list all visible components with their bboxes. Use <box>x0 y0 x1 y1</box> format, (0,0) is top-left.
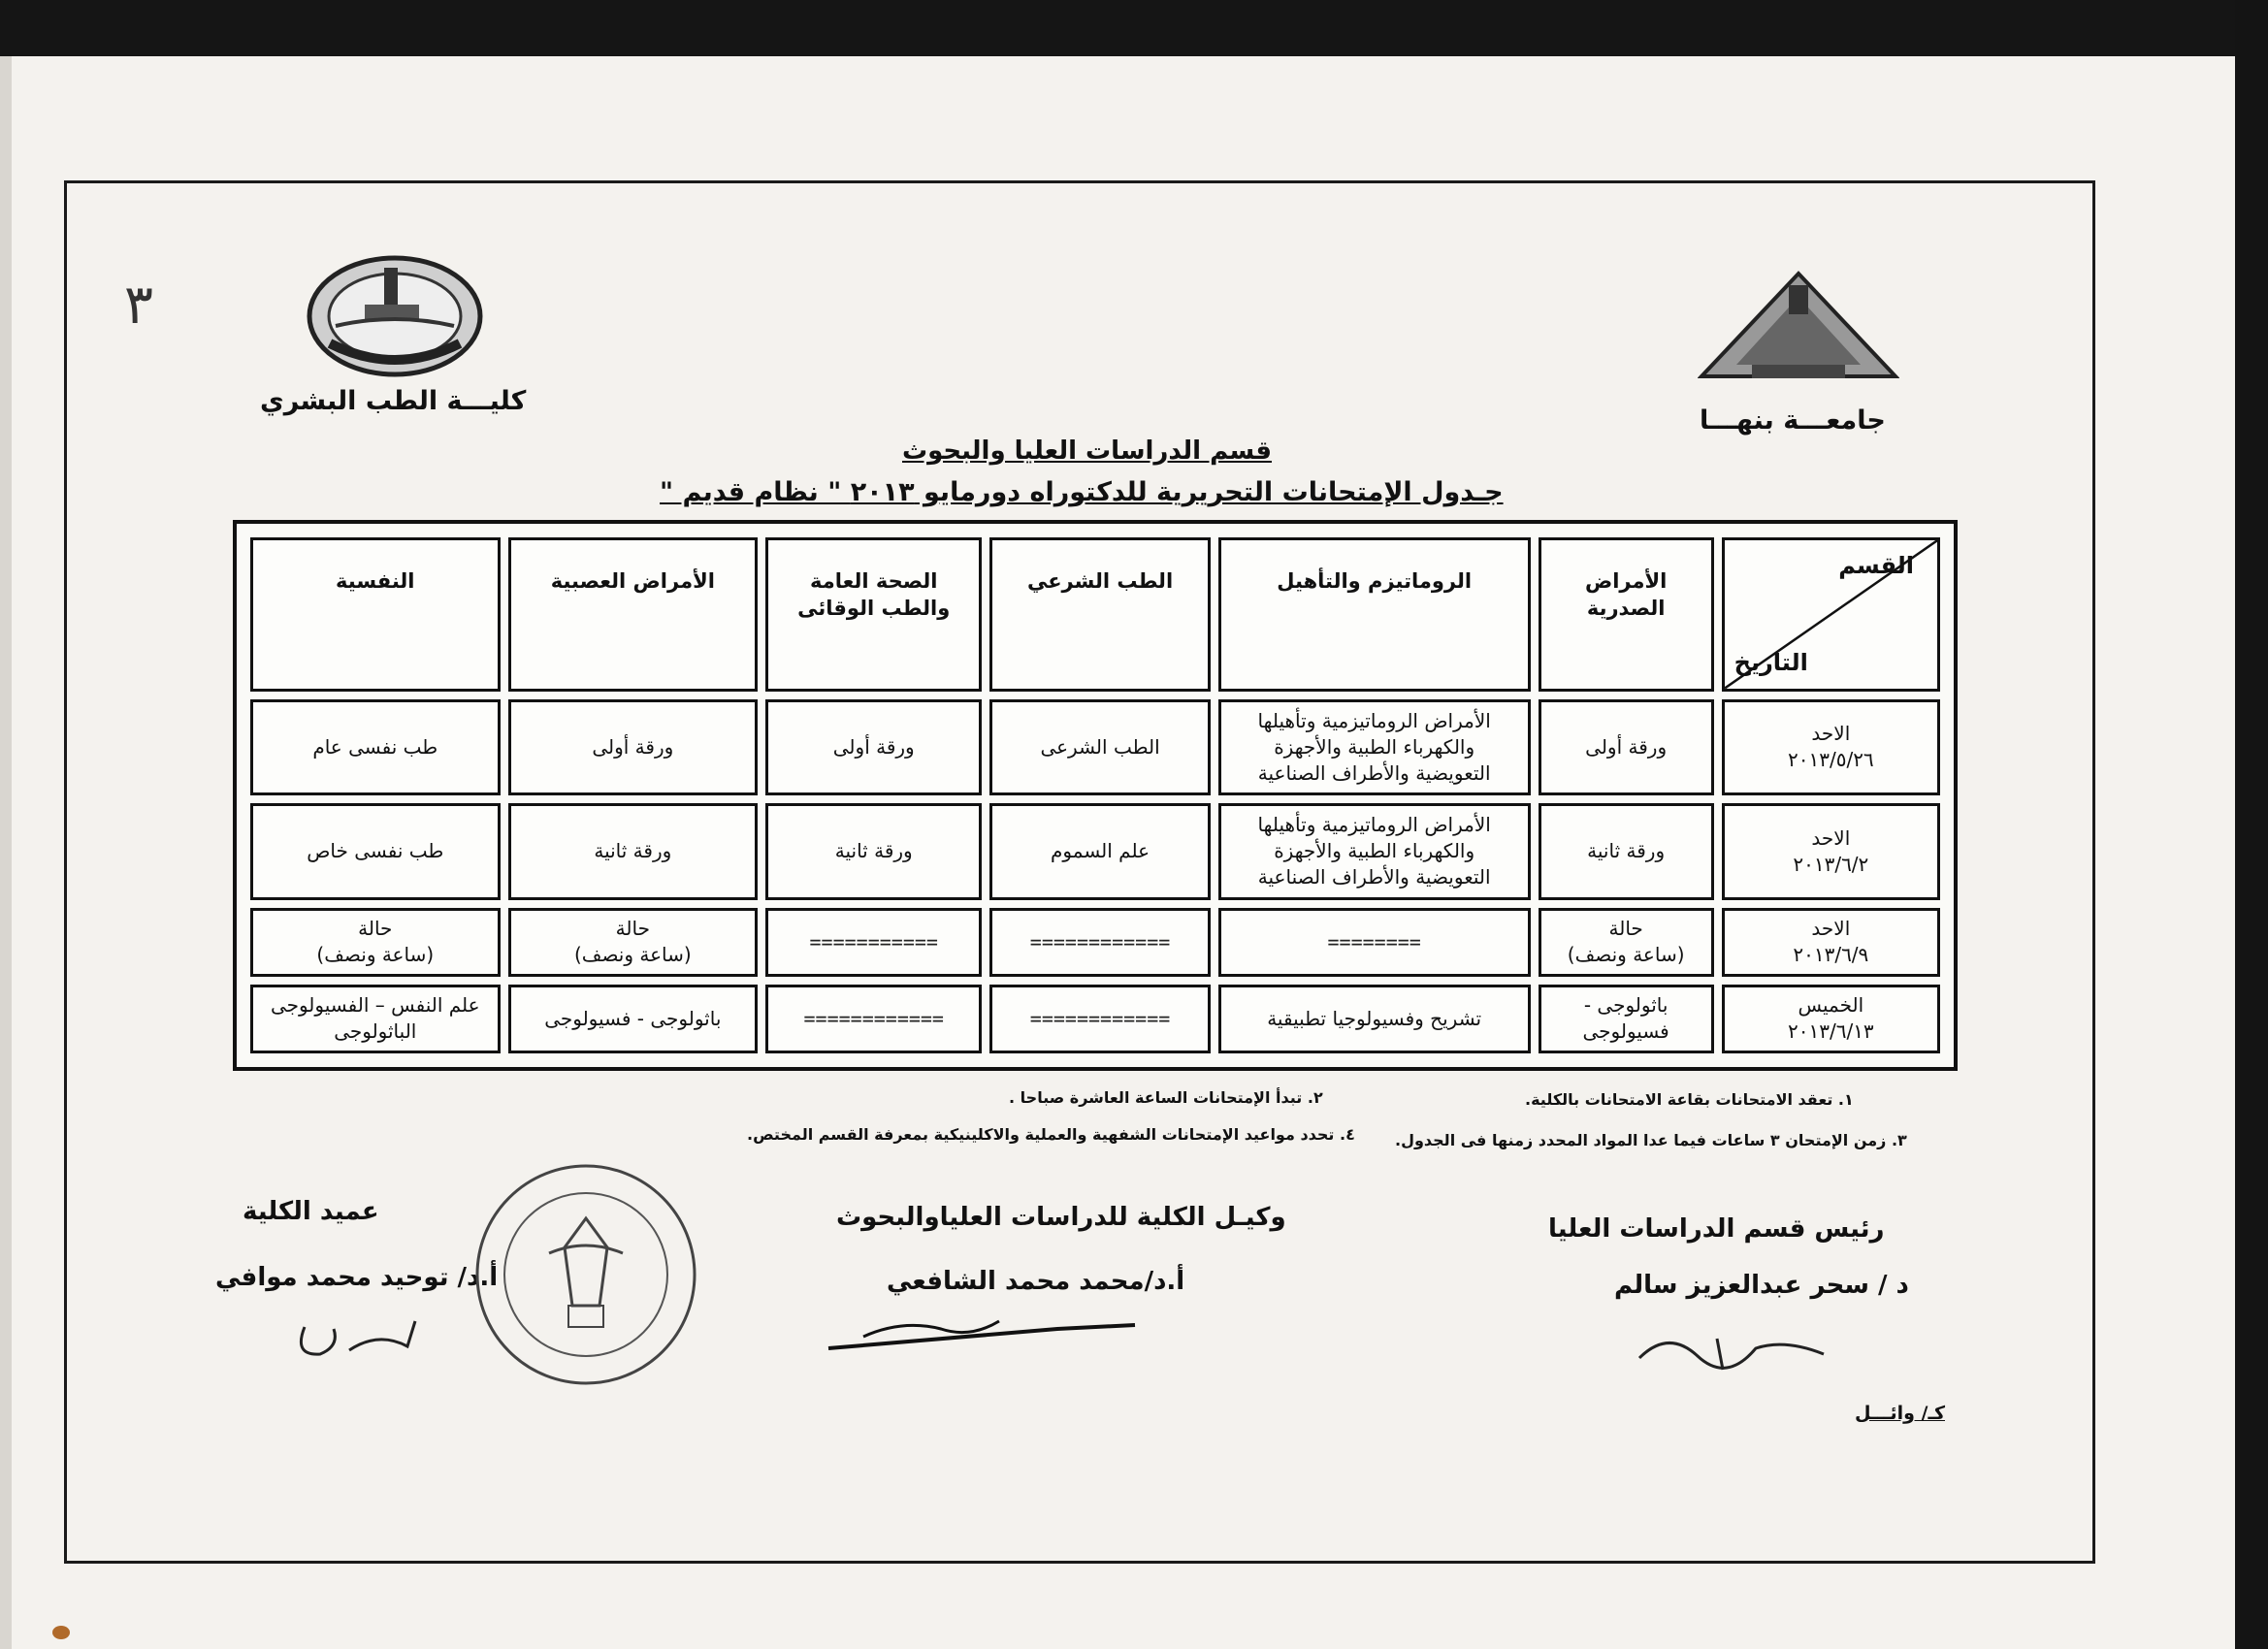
vice-dean-name: أ.د/محمد محمد الشافعي <box>887 1267 1185 1296</box>
date-cell: الاحد ٢٠١٣/٥/٢٦ <box>1722 699 1940 796</box>
department-label: القسم <box>1838 552 1914 579</box>
head-signature <box>1630 1319 1863 1377</box>
date-cell: الاحد ٢٠١٣/٦/٩ <box>1722 908 1940 977</box>
table-cell: حالة (ساعة ونصف) <box>1539 908 1714 977</box>
vice-dean-title: وكيـل الكلية للدراسات العلياوالبحوث <box>836 1203 1286 1232</box>
column-header: الروماتيزم والتأهيل <box>1218 537 1531 692</box>
table-cell: ورقة أولى <box>1539 699 1714 796</box>
table-cell: باثولوجى - فسيولوجى <box>1539 985 1714 1053</box>
faculty-name: كليـــة الطب البشري <box>260 386 527 416</box>
table-cell: حالة (ساعة ونصف) <box>250 908 501 977</box>
note-4: ٤. تحدد مواعيد الإمتحانات الشفهية والعملية والاكلينيكية بمعرفة القسم المختص. <box>747 1125 1355 1144</box>
table-cell: ============ <box>765 985 982 1053</box>
university-name: جامعـــة بنهـــا <box>1700 405 1886 436</box>
table-cell: ورقة ثانية <box>508 803 759 900</box>
table-cell: علم النفس – الفسيولوجى الباثولوجى <box>250 985 501 1053</box>
date-label: التاريخ <box>1733 649 1808 677</box>
schedule-title: جـدول الإمتحانات التحريرية للدكتوراه دورمايو ٢٠١٣ " نظام قديم " <box>660 477 1504 507</box>
note-1: ١. تعقد الامتحانات بقاعة الامتحانات بالكلية. <box>1525 1090 1854 1109</box>
table-cell: علم السموم <box>989 803 1210 900</box>
table-cell: طب نفسى عام <box>250 699 501 796</box>
official-stamp <box>471 1160 700 1389</box>
table-cell: الأمراض الروماتيزمية وتأهيلها والكهرباء الطبية والأجهزة التعويضية والأطراف الصناعية <box>1218 803 1531 900</box>
table-cell: الطب الشرعى <box>989 699 1210 796</box>
table-row <box>250 908 1940 977</box>
table-row <box>250 985 1940 1053</box>
vice-dean-signature <box>825 1300 1145 1358</box>
faculty-logo <box>307 254 483 378</box>
date-cell: الاحد ٢٠١٣/٦/٢ <box>1722 803 1940 900</box>
table-row <box>250 699 1940 796</box>
table-cell: باثولوجى - فسيولوجى <box>508 985 759 1053</box>
column-header: الأمراض العصبية <box>508 537 759 692</box>
dean-signature <box>291 1308 427 1366</box>
head-name: د / سحر عبدالعزيز سالم <box>1614 1271 1909 1300</box>
exam-schedule-table <box>233 520 1958 1071</box>
table-cell: ورقة ثانية <box>1539 803 1714 900</box>
table-cell: ======== <box>1218 908 1531 977</box>
note-2: ٢. تبدأ الإمتحانات الساعة العاشرة صباحا . <box>1009 1088 1323 1107</box>
table-cell: ورقة أولى <box>508 699 759 796</box>
dean-title: عميد الكلية <box>243 1197 379 1226</box>
table-header-row <box>250 537 1940 692</box>
table-cell: =========== <box>765 908 982 977</box>
clerk-initials: كـ/ وائـــل <box>1855 1403 1945 1424</box>
table-row <box>250 803 1940 900</box>
page-number: ٣ <box>124 274 154 337</box>
note-3: ٣. زمن الإمتحان ٣ ساعات فيما عدا المواد المحدد زمنها فى الجدول. <box>1395 1131 1907 1149</box>
table-cell: ورقة أولى <box>765 699 982 796</box>
table-cell: ============ <box>989 908 1210 977</box>
department-title: قسم الدراسات العليا والبحوث <box>902 436 1273 466</box>
university-logo <box>1698 268 1899 386</box>
ink-spot <box>52 1626 70 1639</box>
column-header: الطب الشرعي <box>989 537 1210 692</box>
column-header: النفسية <box>250 537 501 692</box>
date-cell: الخميس ٢٠١٣/٦/١٣ <box>1722 985 1940 1053</box>
column-header: الصحة العامة والطب الوقائى <box>765 537 982 692</box>
table-cell: تشريح وفسيولوجيا تطبيقية <box>1218 985 1531 1053</box>
head-title: رئيس قسم الدراسات العليا <box>1548 1214 1885 1244</box>
column-header: الأمراض الصدرية <box>1539 537 1714 692</box>
corner-header-cell <box>1722 537 1940 692</box>
table-cell: ============ <box>989 985 1210 1053</box>
table-cell: طب نفسى خاص <box>250 803 501 900</box>
scan-right-border <box>2235 0 2268 1649</box>
table-cell: ورقة ثانية <box>765 803 982 900</box>
scan-top-border <box>0 0 2268 56</box>
dean-name: أ.د/ توحيد محمد موافي <box>215 1263 499 1292</box>
table-cell: حالة (ساعة ونصف) <box>508 908 759 977</box>
scan-left-edge <box>0 56 12 1649</box>
table-cell: الأمراض الروماتيزمية وتأهيلها والكهرباء الطبية والأجهزة التعويضية والأطراف الصناعية <box>1218 699 1531 796</box>
